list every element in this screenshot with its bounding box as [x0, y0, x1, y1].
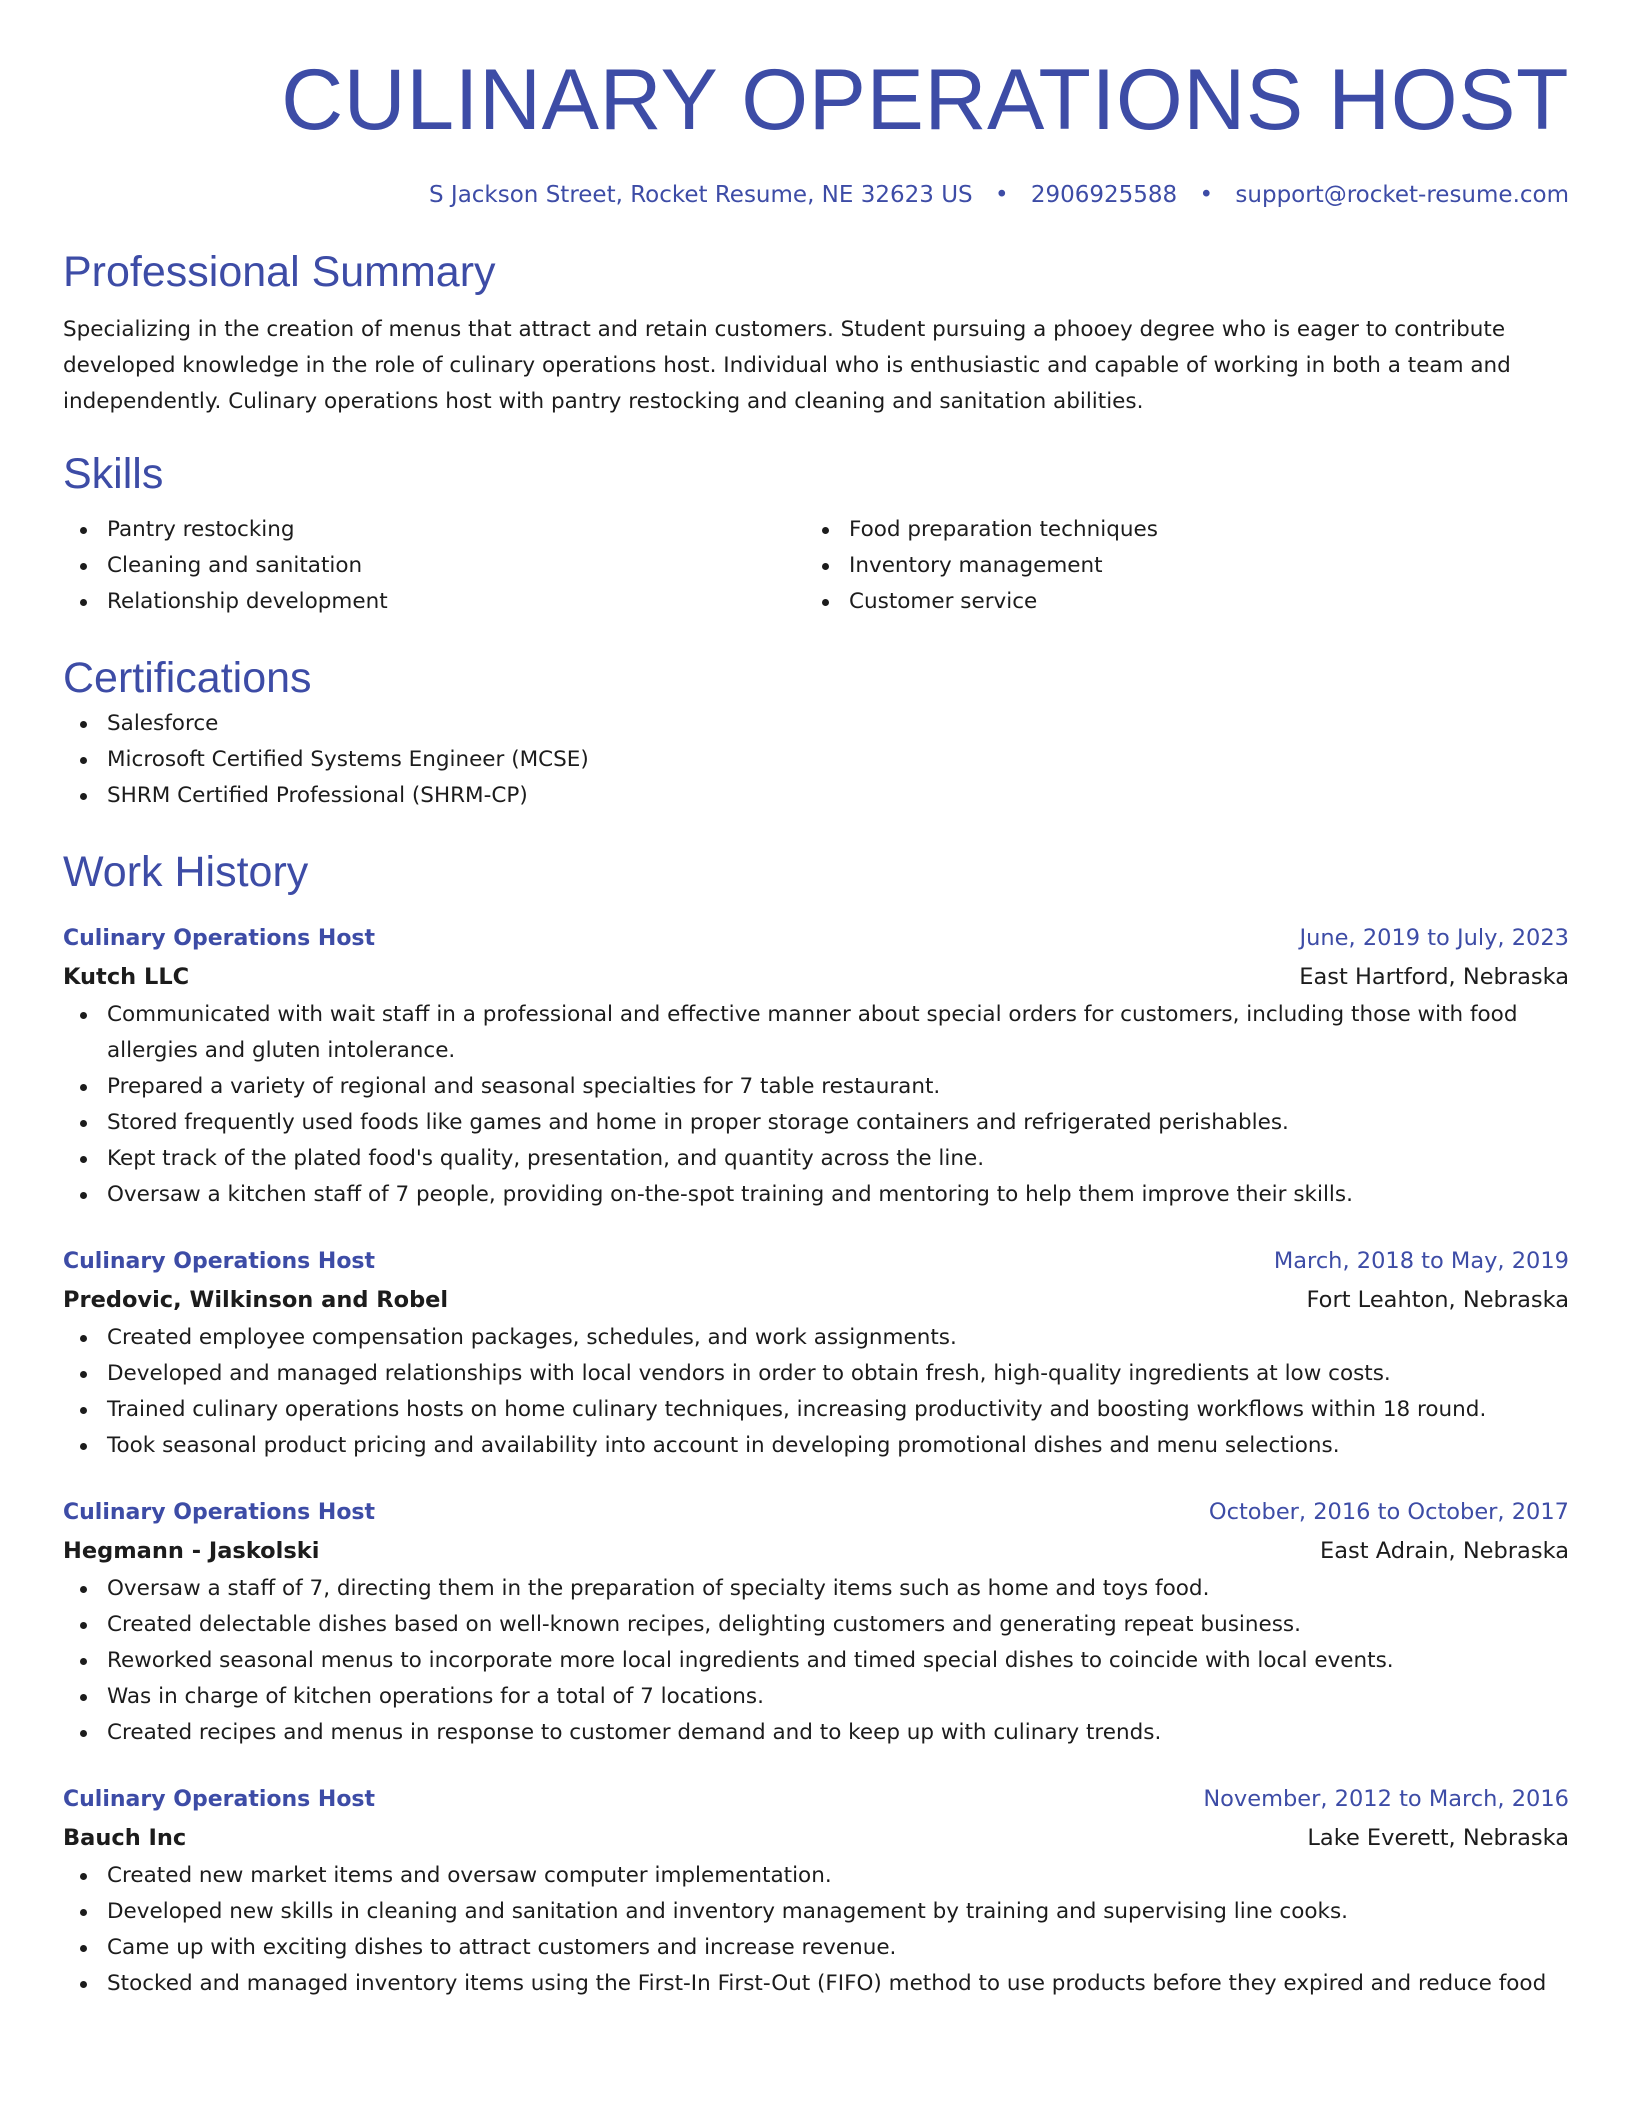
job-title: Culinary Operations Host — [63, 1249, 376, 1274]
certifications-heading: Certifications — [63, 654, 312, 702]
job-location: East Hartford, Nebraska — [1299, 964, 1569, 990]
job-company-row — [63, 1280, 1569, 1320]
job-dates: November, 2012 to March, 2016 — [1203, 1786, 1569, 1812]
skill-item: Customer service — [805, 584, 1569, 620]
job-duty: Trained culinary operations hosts on home culinary techniques, increasing productivity and boosting workflows within 18 round. — [63, 1392, 1569, 1428]
job-dates: June, 2019 to July, 2023 — [1299, 925, 1569, 951]
job-duty: Stocked and managed inventory items using the First-In First-Out (FIFO) method to use products before they expired and reduce food — [63, 1966, 1569, 2002]
job-location: Lake Everett, Nebraska — [1307, 1825, 1569, 1851]
certification-item: Salesforce — [63, 706, 1569, 742]
job-duty: Developed and managed relationships with local vendors in order to obtain fresh, high-quality ingredients at low costs. — [63, 1356, 1569, 1392]
job-title-row — [63, 1781, 1569, 1818]
skill-item: Food preparation techniques — [805, 512, 1569, 548]
skills-heading: Skills — [63, 450, 164, 498]
job-company-row — [63, 957, 1569, 997]
job-duty: Created recipes and menus in response to customer demand and to keep up with culinary trends. — [63, 1715, 1569, 1751]
job-entry — [63, 920, 1569, 1213]
job-duties — [63, 1320, 1569, 1464]
job-duty: Created new market items and oversaw computer implementation. — [63, 1858, 1569, 1894]
job-duty: Oversaw a staff of 7, directing them in the preparation of specialty items such as home and toys food. — [63, 1571, 1569, 1607]
skill-item: Pantry restocking — [63, 512, 805, 548]
job-title: Culinary Operations Host — [63, 1787, 376, 1812]
contact-email: support@rocket-resume.com — [1235, 182, 1569, 208]
job-duty: Took seasonal product pricing and availability into account in developing promotional dishes and menu selections. — [63, 1428, 1569, 1464]
job-entry — [63, 1243, 1569, 1464]
job-duty: Created employee compensation packages, schedules, and work assignments. — [63, 1320, 1569, 1356]
job-duty: Stored frequently used foods like games and home in proper storage containers and refrigerated perishables. — [63, 1105, 1569, 1141]
job-duties — [63, 997, 1569, 1213]
job-title-row — [63, 1243, 1569, 1280]
skills-list — [63, 512, 1569, 620]
contact-address: S Jackson Street, Rocket Resume, NE 32623 US — [429, 182, 973, 208]
job-location: Fort Leahton, Nebraska — [1306, 1287, 1569, 1313]
job-duty: Reworked seasonal menus to incorporate more local ingredients and timed special dishes to coincide with local events. — [63, 1643, 1569, 1679]
job-location: East Adrain, Nebraska — [1320, 1538, 1569, 1564]
contact-phone: 2906925588 — [1030, 182, 1178, 208]
job-duty: Communicated with wait staff in a professional and effective manner about special orders for customers, including those with food allergies and gluten intolerance. — [63, 997, 1569, 1069]
contact-line — [63, 180, 1569, 210]
contact-separator: • — [994, 182, 1009, 208]
certification-item: Microsoft Certified Systems Engineer (MCSE) — [63, 742, 1569, 778]
job-duty: Oversaw a kitchen staff of 7 people, providing on-the-spot training and mentoring to help them improve their skills. — [63, 1177, 1569, 1213]
job-company: Predovic, Wilkinson and Robel — [63, 1287, 449, 1313]
certification-item: SHRM Certified Professional (SHRM-CP) — [63, 778, 1569, 814]
job-duty: Created delectable dishes based on well-known recipes, delighting customers and generating repeat business. — [63, 1607, 1569, 1643]
summary-text: Specializing in the creation of menus that attract and retain customers. Student pursuing a phooey degree who is eager to contribute developed knowledge in the role of culinary operations host. Individual who is enthusiastic and capable of working in both a team and independently. Culinary operations host with pantry restocking and cleaning and sanitation abilities. — [63, 317, 1511, 414]
job-duties — [63, 1571, 1569, 1751]
certifications-list — [63, 706, 1569, 814]
job-duty: Kept track of the plated food's quality, presentation, and quantity across the line. — [63, 1141, 1569, 1177]
job-duty: Was in charge of kitchen operations for a total of 7 locations. — [63, 1679, 1569, 1715]
skill-item: Inventory management — [805, 548, 1569, 584]
job-title-row — [63, 920, 1569, 957]
job-entry — [63, 1781, 1569, 2002]
summary-heading: Professional Summary — [63, 248, 496, 296]
job-title: Culinary Operations Host — [63, 1500, 376, 1525]
job-dates: October, 2016 to October, 2017 — [1208, 1499, 1569, 1525]
job-title: Culinary Operations Host — [63, 926, 376, 951]
job-dates: March, 2018 to May, 2019 — [1273, 1248, 1569, 1274]
job-company: Hegmann - Jaskolski — [63, 1538, 320, 1564]
skill-item: Relationship development — [63, 584, 805, 620]
job-duties — [63, 1858, 1569, 2002]
job-title-row — [63, 1494, 1569, 1531]
job-company-row — [63, 1531, 1569, 1571]
candidate-name: CULINARY OPERATIONS HOST — [281, 52, 1569, 148]
job-entry — [63, 1494, 1569, 1751]
skill-item: Cleaning and sanitation — [63, 548, 805, 584]
job-duty: Developed new skills in cleaning and sanitation and inventory management by training and supervising line cooks. — [63, 1894, 1569, 1930]
skills-column-right — [805, 512, 1569, 620]
job-company: Kutch LLC — [63, 964, 190, 990]
job-duty: Came up with exciting dishes to attract customers and increase revenue. — [63, 1930, 1569, 1966]
work-history-heading: Work History — [63, 848, 309, 896]
job-company-row — [63, 1818, 1569, 1858]
contact-separator: • — [1199, 182, 1214, 208]
job-duty: Prepared a variety of regional and seasonal specialties for 7 table restaurant. — [63, 1069, 1569, 1105]
skills-column-left — [63, 512, 805, 620]
resume-header — [63, 50, 1569, 210]
job-company: Bauch Inc — [63, 1825, 187, 1851]
